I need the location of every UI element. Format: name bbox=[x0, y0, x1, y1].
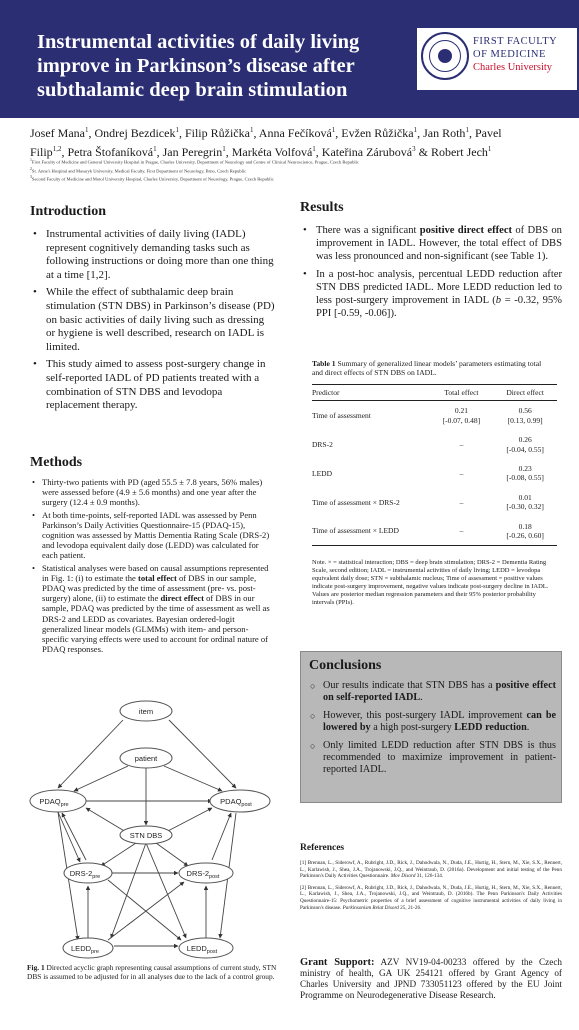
table-row bbox=[312, 430, 557, 459]
affiliation: $^1$First Faculty of Medicine and General University Hospital in Prague, Charles University, Department of Neurology and Centre of Clinical Neuroscience, Prague, Czech Republic bbox=[30, 158, 359, 165]
author-name: Pavel Filip bbox=[30, 126, 502, 159]
svg-text:PDAQpost: $PDAQ_{post}$ bbox=[220, 797, 252, 808]
author-affiliation-mark: 1 bbox=[312, 145, 316, 153]
predictor-cell: Time of assessment bbox=[312, 411, 371, 421]
table-caption: Table 1 Summary of generalized linear models’ parameters estimating total and direct effects of STN DBS on IADL. bbox=[312, 359, 542, 378]
total-effect-cell: – bbox=[430, 517, 494, 546]
results-table bbox=[312, 384, 557, 546]
logo-line-2: OF MEDICINE bbox=[473, 49, 546, 60]
author-name: Robert Jech bbox=[430, 145, 488, 159]
column-header: Direct effect bbox=[493, 385, 557, 401]
conclusion-item: ○ Only limited LEDD reduction after STN DBS is thus recommended to maximize improvement in patient-reported IADL. bbox=[310, 740, 556, 776]
author-affiliation-mark: 1 bbox=[413, 126, 418, 134]
logo-line-1: FIRST FACULTY bbox=[473, 36, 558, 47]
author-affiliation-mark: 1 bbox=[153, 145, 157, 153]
author-name: Anna Fečíková bbox=[258, 126, 332, 140]
svg-text:LEDDpre: $LEDD_{pre}$ bbox=[71, 944, 99, 955]
conclusions-box bbox=[300, 651, 562, 803]
edge bbox=[111, 843, 146, 938]
node-pdaq-pre bbox=[30, 790, 86, 812]
node-drs-post bbox=[179, 863, 233, 883]
author-affiliation-mark: 1 bbox=[175, 126, 179, 134]
edge bbox=[166, 808, 212, 832]
methods-bullet: • Thirty-two patients with PD (aged 55.5 ± 7.8 years, 56% males) were assessed before (4.9 ± 5.6 months) and one year after the surgery (12.4 ± 0.9 months). bbox=[30, 477, 275, 508]
results-body bbox=[300, 224, 562, 324]
author-list: Josef Mana$^1$, Ondrej Bezdicek$^1$, Filip Růžička$^1$, Anna Fečíková$^1$, Evžen Růžička$^1$, Jan Roth$^1$, Pavel Filip$^{1,2}$, Petra Štofaníková$^1$, Jan Peregrin$^1$, Markéta Volfová$^1$, Kateřina Zárubová$^3$ & Robert Jech$^1$ bbox=[30, 126, 502, 159]
predictor-cell: Time of assessment × LEDD bbox=[312, 517, 430, 546]
total-effect-cell: – bbox=[459, 468, 464, 478]
edge bbox=[156, 843, 188, 866]
conclusions-heading: Conclusions bbox=[309, 658, 382, 673]
edge bbox=[212, 813, 231, 860]
edge bbox=[62, 813, 86, 860]
edge bbox=[108, 882, 184, 940]
svg-text:LEDDpost: $LEDD_{post}$ bbox=[186, 944, 218, 955]
introduction-bullet: • This study aimed to assess post-surgery change in self-reported IADL of PD patients treated with a combination of STN DBS and levodopa replacement therapy. bbox=[30, 358, 275, 412]
total-effect-cell: – bbox=[459, 497, 464, 507]
node-pdaq-post bbox=[210, 790, 270, 812]
node-ledd-post bbox=[179, 938, 233, 958]
introduction-bullet: • While the effect of subthalamic deep brain stimulation (STN DBS) in Parkinson’s disease (PD) on basic activities of daily living such as dressing or hygiene is well described, research on IADL is limited. bbox=[30, 286, 275, 354]
edge bbox=[86, 808, 126, 832]
author-name: Ondrej Bezdicek bbox=[94, 126, 176, 140]
direct-effect-cell: 0.23 [-0.08, 0.55] bbox=[506, 464, 544, 483]
direct-effect-cell: 0.26 [-0.04, 0.55] bbox=[506, 435, 544, 454]
causal-dag-figure bbox=[26, 700, 276, 962]
edge bbox=[74, 766, 128, 791]
node-stn-dbs bbox=[120, 826, 172, 844]
node-drs-pre bbox=[64, 863, 112, 883]
table-row bbox=[312, 459, 557, 488]
predictor-cell: Time of assessment × DRS-2 bbox=[312, 497, 400, 507]
edge bbox=[101, 843, 136, 866]
methods-body bbox=[30, 477, 275, 656]
direct-effect-cell: 0.01 [-0.30, 0.32] bbox=[506, 492, 544, 512]
column-header: Total effect bbox=[430, 385, 494, 401]
reference-item: [1] Brennan, L., Siderowf, A., Rubright, J.D., Rick, J., Dahodwala, N., Duda, J.E., Hurtig, H., Stern, M., Xie, S.X., Rennert, L., Karlawish, J., Shea, J.A., Trojanowski, J.Q., and Weintraub, D. (2016a). Development and initial testing of the Penn Parkinson's Daily Activities Questionnaire. Mov Disord 31, 126-134. bbox=[300, 860, 562, 880]
affiliation: $^2$St. Anne's Hospital and Masaryk University, Medical Faculty, First Department of Neurology, Brno, Czech Republic bbox=[30, 166, 247, 174]
predictor-cell: LEDD bbox=[312, 468, 332, 478]
conclusions-list bbox=[310, 680, 556, 782]
poster-title: Instrumental activities of daily living improve in Parkinson’s disease after subthalamic deep brain stimulation bbox=[37, 31, 360, 101]
introduction-heading: Introduction bbox=[30, 204, 106, 219]
author-affiliation-mark: 1,2 bbox=[52, 145, 62, 153]
author-name: Evžen Růžička bbox=[341, 126, 414, 140]
results-bullet: • There was a significant positive direct effect of DBS on improvement in IADL. However, the total effect of DBS was less pronounced and non-significant (see Table 1). bbox=[300, 224, 562, 264]
university-seal-icon bbox=[421, 32, 469, 80]
direct-effect-cell: 0.56 [0.13, 0.99] bbox=[507, 406, 543, 425]
author-affiliation-mark: 1 bbox=[84, 126, 89, 134]
svg-text:item: item bbox=[138, 707, 154, 716]
author-name: Filip Růžička bbox=[184, 126, 250, 140]
author-affiliation-mark: 3 bbox=[412, 145, 416, 153]
author-name: Petra Štofaníková bbox=[67, 145, 154, 159]
table-header-row bbox=[312, 385, 557, 401]
author-name: Josef Mana bbox=[30, 126, 85, 140]
total-effect-cell: – bbox=[459, 439, 464, 449]
methods-bullet: • At both time-points, self-reported IADL was assessed by Penn Parkinson’s Daily Activities Questionnaire-15 (PDAQ-15), cognition was assessed by Mattis Dementia Rating Scale (DRS-2) and levodopa equivalent daily dose (LEDD) was calculated for each patient. bbox=[30, 510, 275, 561]
author-name: Kateřina Zárubová bbox=[321, 145, 413, 159]
edge bbox=[58, 720, 123, 788]
node-ledd-pre bbox=[63, 938, 113, 958]
author-name: Jan Roth bbox=[423, 126, 466, 140]
introduction-bullet: • Instrumental activities of daily living (IADL) represent cognitively demanding tasks such as following instructions or doing more than one thing at a time [1,2]. bbox=[30, 228, 275, 282]
faculty-logo bbox=[417, 28, 577, 90]
svg-text:DRS-2post: DRS-$2_{post}$ bbox=[186, 869, 220, 880]
edge bbox=[108, 880, 181, 940]
affiliation: $^3$Second Faculty of Medicine and Motol University Hospital, Charles University, Department of Neurology, Prague, Czech Republic bbox=[30, 175, 274, 182]
logo-line-3: Charles University bbox=[473, 62, 553, 73]
author-name: Jan Peregrin bbox=[162, 145, 223, 159]
svg-text:DRS-2pre: DRS-$2_{pre}$ bbox=[69, 869, 101, 880]
svg-text:STN DBS: STN DBS bbox=[129, 831, 163, 840]
references-heading: References bbox=[300, 843, 345, 853]
svg-text:patient: patient bbox=[134, 754, 158, 763]
conclusion-item: ○ Our results indicate that STN DBS has a positive effect on self-reported IADL. bbox=[310, 680, 556, 704]
table-row bbox=[312, 401, 557, 430]
header-banner bbox=[0, 0, 579, 118]
table-body bbox=[312, 401, 557, 546]
methods-heading: Methods bbox=[30, 455, 83, 470]
author-affiliation-mark: 1 bbox=[487, 145, 492, 153]
column-header: Predictor bbox=[312, 385, 430, 401]
predictor-cell: DRS-2 bbox=[312, 439, 333, 449]
total-effect-cell: 0.21 [-0.07, 0.48] bbox=[442, 406, 481, 425]
methods-bullet: • Statistical analyses were based on causal assumptions represented in Fig. 1: (i) to estimate the total effect of DBS in our sample, PDAQ was predicted by the time of assessment (pre- vs. post-surgery) alone, (ii) to estimate the direct effect of DBS in our sample, PDAQ was predicted by the time of assessment as well as DRS-2 and LEDD as covariates. Bayesian ordered-logit generalized linear models (GLMMs) with item- and person-specific varying effects were used to account for ordinal nature of PDAQ responses. bbox=[30, 563, 275, 655]
results-heading: Results bbox=[300, 200, 344, 215]
figure-caption: Fig. 1 Directed acyclic graph representing causal assumptions of current study, STN DBS is assumed to be adjusted for in all analyses due to the lack of a control group. bbox=[27, 963, 277, 982]
node-item bbox=[120, 701, 172, 721]
affiliation-list bbox=[30, 157, 560, 183]
table-row bbox=[312, 517, 557, 546]
references-list bbox=[300, 860, 562, 916]
author-affiliation-mark: 1 bbox=[331, 126, 336, 134]
node-patient bbox=[120, 748, 172, 768]
conclusion-item: ○ However, this post-surgery IADL improvement can be lowered by a high post-surgery LEDD reduction. bbox=[310, 710, 556, 734]
edge bbox=[169, 720, 236, 788]
svg-text:PDAQpre: $PDAQ_{pre}$ bbox=[39, 797, 69, 808]
reference-item: [2] Brennan, L., Siderowf, A., Rubright, J.D., Rick, J., Dahodwala, N., Duda, J.E., Hurtig, H., Stern, M., Xie, S.X., Rennert, L., Karlawish, J., Shea, J.A., Trojanowski, J.Q., and Weintraub, D. (2016b). The Penn Parkinson's Daily Activities Questionnaire-15: Psychometric properties of a brief assessment of cognitive instrumental activities of daily living in Parkinson's disease. Parkinsonism Relat Disord 25, 21-26. bbox=[300, 884, 562, 911]
author-affiliation-mark: 1 bbox=[222, 145, 226, 153]
table-row bbox=[312, 488, 557, 517]
edge bbox=[146, 843, 186, 938]
direct-effect-cell: 0.18 [-0.26, 0.60] bbox=[493, 517, 557, 546]
table-note: Note. × = statistical interaction; DBS = deep brain stimulation; DRS-2 = Dementia Rating Scale, second edition; IADL = instrumental activities of daily living; LEDD = levodopa equivalent daily dose; STN = subthalamic nucleus; Time of assessment = positive values indicate post-surgery improvement, negative values indicate post-surgery decline in IADL. Values are posterior median regression parameters and their 95% posterior probability intervals (PPIs). bbox=[312, 559, 549, 606]
author-name: Markéta Volfová bbox=[231, 145, 313, 159]
grant-support: Grant Support: AZV NV19-04-00233 offered by the Czech ministry of health, GA UK 254121 offered by Grant Agency of Charles University and JPND 733051123 offered by the EU Joint Programme on Neurodegenerative Disease Research. bbox=[300, 957, 562, 1000]
author-affiliation-mark: 1 bbox=[249, 126, 254, 134]
edge bbox=[164, 766, 222, 791]
results-bullet: • In a post-hoc analysis, percentual LEDD reduction after STN DBS predicted IADL. More LEDD reduction led to less post-surgery improvement in IADL (b = -0.32, 95% PPI [-0.59, -0.06]). bbox=[300, 268, 562, 321]
author-affiliation-mark: 1 bbox=[465, 126, 469, 134]
edge bbox=[58, 812, 80, 862]
introduction-body bbox=[30, 228, 275, 417]
